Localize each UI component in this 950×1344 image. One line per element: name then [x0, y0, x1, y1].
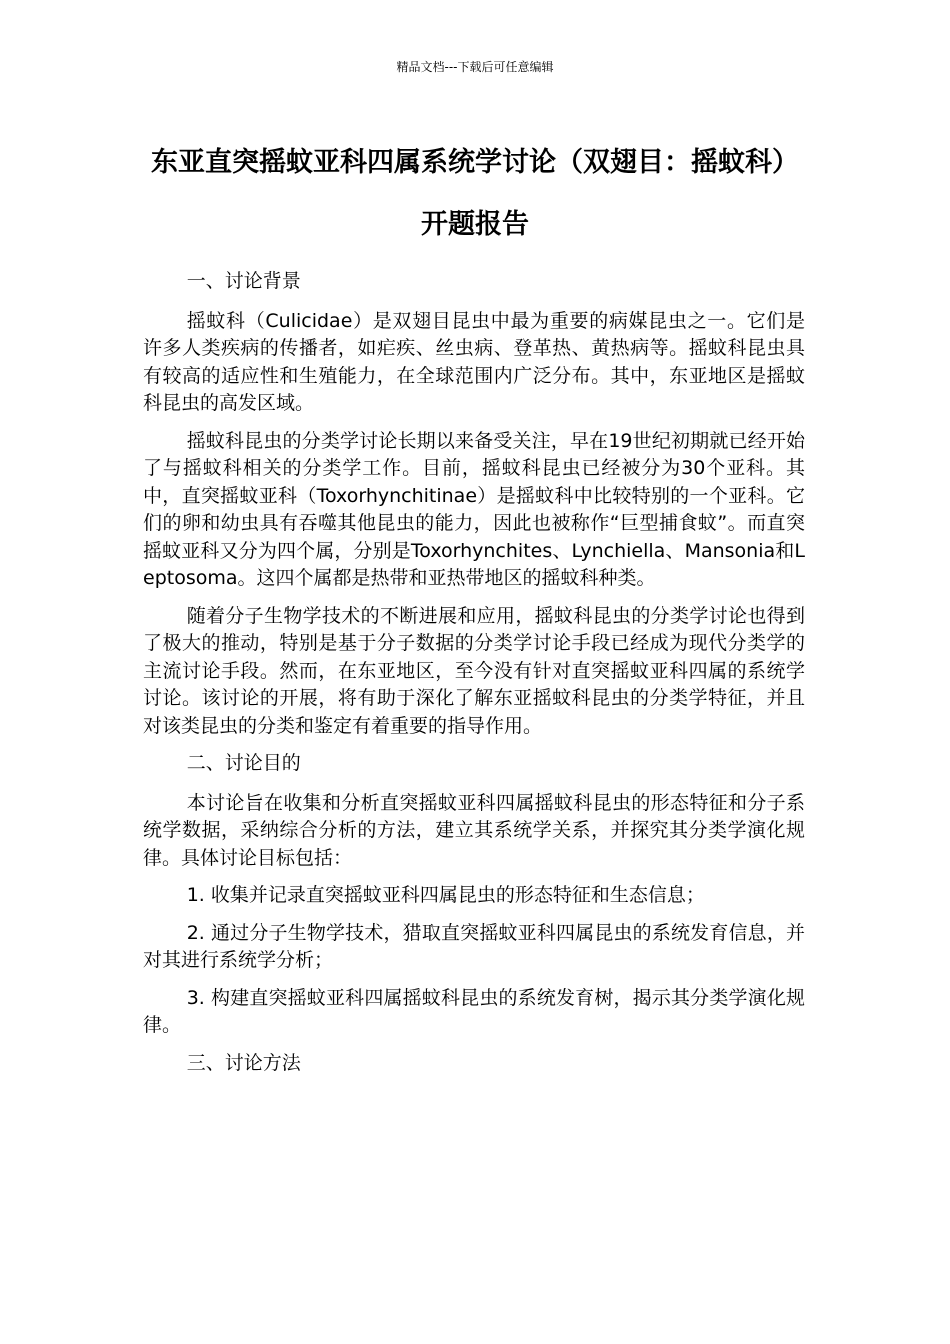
document-title: 东亚直突摇蚊亚科四属系统学讨论（双翅目：摇蚊科）开题报告: [151, 147, 799, 240]
paragraph: 本讨论旨在收集和分析直突摇蚊亚科四属摇蚊科昆虫的形态特征和分子系统学数据，采纳综合分析的方法，建立其系统学关系，并探究其分类学演化规律。具体讨论目标包括：: [143, 791, 805, 869]
section-heading-methods: 三、讨论方法: [186, 1051, 301, 1074]
paragraph: 随着分子生物学技术的不断进展和应用，摇蚊科昆虫的分类学讨论也得到了极大的推动，特别是基于分子数据的分类学讨论手段已经成为现代分类学的主流讨论手段。然而，在东亚地区，至今没有针对直突摇蚊亚科四属的系统学讨论。该讨论的开展，将有助于深化了解东亚摇蚊科昆虫的分类学特征，并且对该类昆虫的分类和鉴定有着重要的指导作用。: [143, 604, 805, 737]
header-note: 精品文档---下载后可任意编辑: [396, 60, 554, 74]
section-heading-background: 一、讨论背景: [186, 270, 301, 292]
paragraph: 摇蚊科（Culicidae）是双翅目昆虫中最为重要的病媒昆虫之一。它们是许多人类疾病的传播者，如疟疾、丝虫病、登革热、黄热病等。摇蚊科昆虫具有较高的适应性和生殖能力，在全球范围内广泛分布。其中，东亚地区是摇蚊科昆虫的高发区域。: [143, 309, 805, 414]
paragraph: 摇蚊科昆虫的分类学讨论长期以来备受关注，早在19世纪初期就已经开始了与摇蚊科相关的分类学工作。目前，摇蚊科昆虫已经被分为30个亚科。其中，直突摇蚊亚科（Toxorhynchitinae）是摇蚊科中比较特别的一个亚科。它们的卵和幼虫具有吞噬其他昆虫的能力，因此也被称作“巨型捕食蚊”。而直突摇蚊亚科又分为四个属，分别是Toxorhynchites、Lynchiella、Mansonia和Leptosoma。这四个属都是热带和亚热带地区的摇蚊科种类。: [143, 429, 805, 589]
document-body: [143, 268, 805, 1089]
list-item: 1. 收集并记录直突摇蚊亚科四属昆虫的形态特征和生态信息；: [186, 884, 705, 906]
list-item: 2. 通过分子生物学技术，猎取直突摇蚊亚科四属昆虫的系统发育信息，并对其进行系统学分析；: [143, 921, 805, 971]
list-item: 3. 构建直突摇蚊亚科四属摇蚊科昆虫的系统发育树，揭示其分类学演化规律。: [143, 986, 805, 1036]
section-heading-purpose: 二、讨论目的: [186, 752, 301, 774]
